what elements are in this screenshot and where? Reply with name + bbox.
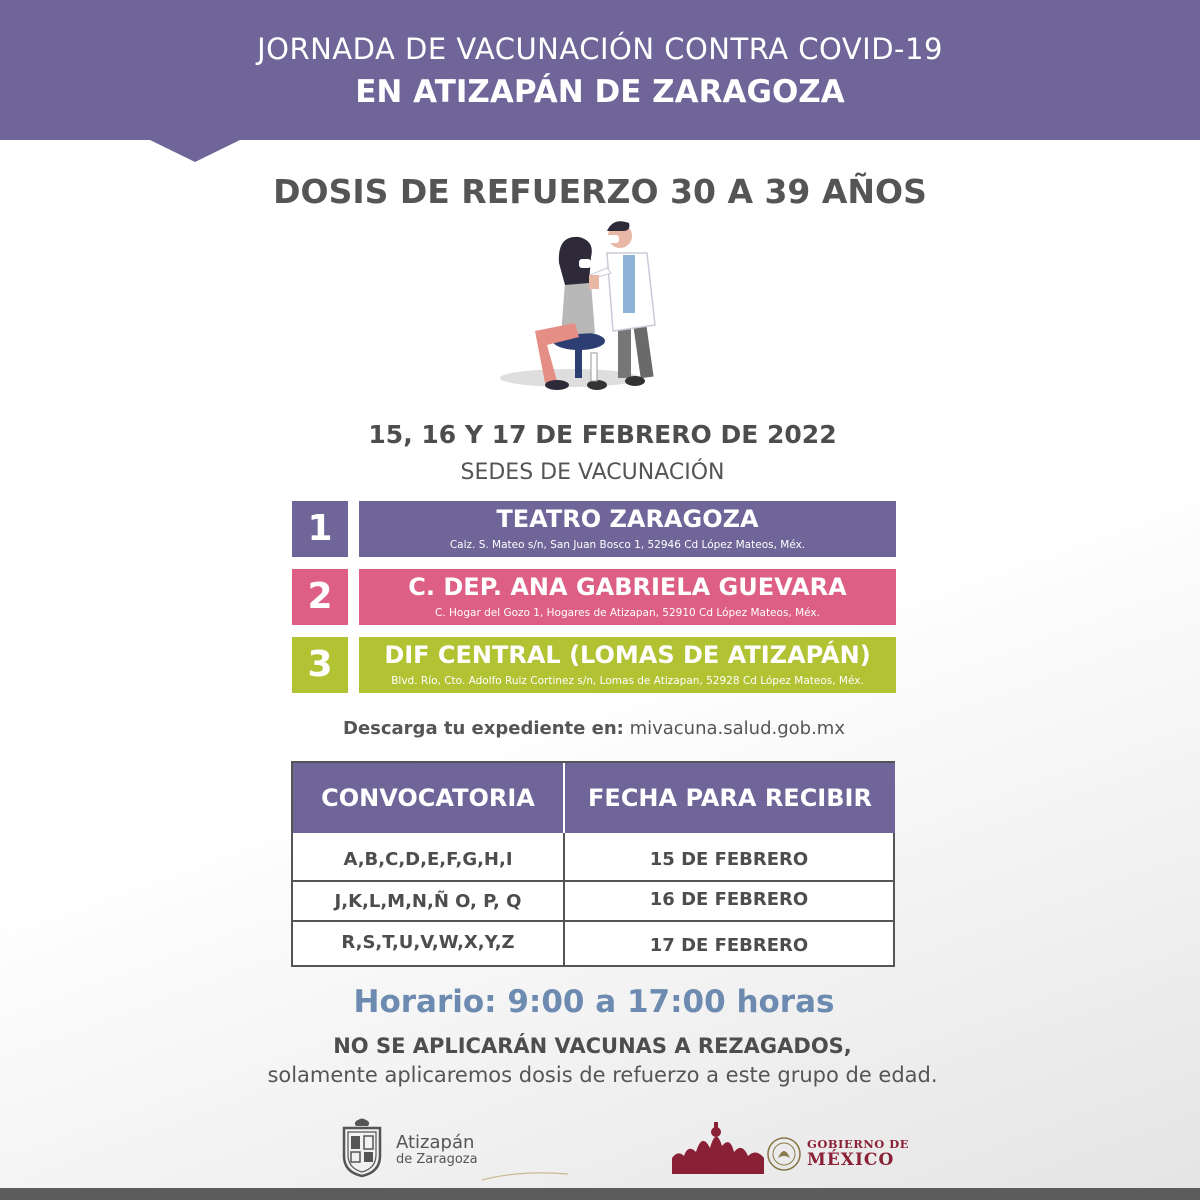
mexican-heroes-icon [672, 1122, 764, 1174]
site-number: 2 [292, 569, 348, 625]
header-notch [150, 140, 240, 162]
mexico-eagle-seal-icon [766, 1136, 802, 1172]
table-header-convocatoria: CONVOCATORIA [293, 763, 563, 833]
schedule-hours: Horario: 9:00 a 17:00 horas [353, 984, 835, 1020]
site-address: C. Hogar del Gozo 1, Hogares de Atizapan, 52910 Cd López Mateos, Méx. [435, 607, 820, 619]
notice-text: solamente aplicaremos dosis de refuerzo a este grupo de edad. [267, 1063, 938, 1087]
page-title: DOSIS DE REFUERZO 30 A 39 AÑOS [273, 172, 927, 211]
site-1 [292, 501, 896, 557]
table-cell-date: 16 DE FEBRERO [649, 889, 809, 910]
footer-bar [0, 1188, 1200, 1200]
table-header-fecha: FECHA PARA RECIBIR [565, 763, 895, 833]
download-line [0, 718, 1188, 739]
site-name: TEATRO ZARAGOZA [496, 505, 759, 533]
atizapan-line2: de Zaragoza [396, 1151, 478, 1167]
header-line1: JORNADA DE VACUNACIÓN CONTRA COVID-19 [257, 32, 943, 66]
vaccination-illustration-icon [495, 213, 685, 403]
gobierno-line1: GOBIERNO DE [807, 1137, 910, 1151]
header-banner [0, 0, 1200, 140]
header-line2: EN ATIZAPÁN DE ZARAGOZA [355, 74, 845, 110]
table-cell-letters: A,B,C,D,E,F,G,H,I [343, 849, 513, 870]
site-box [359, 501, 896, 557]
site-2 [292, 569, 896, 625]
row-divider [293, 880, 893, 882]
atizapan-line1: Atizapán [396, 1132, 475, 1153]
site-number: 1 [292, 501, 348, 557]
atizapan-coat-of-arms-icon [338, 1118, 386, 1178]
row-divider [293, 920, 893, 922]
sedes-label: SEDES DE VACUNACIÓN [460, 460, 725, 485]
site-3 [292, 637, 896, 693]
site-name: C. DEP. ANA GABRIELA GUEVARA [408, 573, 847, 601]
atizapan-logo-text [396, 1134, 478, 1167]
table-cell-letters: J,K,L,M,N,Ñ O, P, Q [334, 891, 522, 912]
site-name: DIF CENTRAL (LOMAS DE ATIZAPÁN) [384, 641, 871, 669]
site-number: 3 [292, 637, 348, 693]
site-address: Blvd. Río, Cto. Adolfo Ruiz Cortinez s/n, Lomas de Atizapan, 52928 Cd López Mateos, Méx. [391, 675, 864, 687]
notice-bold: NO SE APLICARÁN VACUNAS A REZAGADOS, [333, 1034, 852, 1058]
table-cell-letters: R,S,T,U,V,W,X,Y,Z [341, 932, 515, 953]
download-url[interactable]: mivacuna.salud.gob.mx [629, 718, 845, 739]
table-cell-date: 15 DE FEBRERO [649, 849, 809, 870]
download-label: Descarga tu expediente en: [343, 718, 624, 739]
vaccination-dates: 15, 16 Y 17 DE FEBRERO DE 2022 [368, 420, 837, 449]
site-box [359, 569, 896, 625]
site-box [359, 637, 896, 693]
table-cell-date: 17 DE FEBRERO [649, 935, 809, 956]
schedule-table [291, 761, 895, 967]
decorative-swoosh-icon [480, 1168, 570, 1182]
site-address: Calz. S. Mateo s/n, San Juan Bosco 1, 52946 Cd López Mateos, Méx. [449, 539, 806, 551]
gobierno-mexico-logo [807, 1138, 909, 1169]
gobierno-line2: MÉXICO [807, 1149, 895, 1170]
